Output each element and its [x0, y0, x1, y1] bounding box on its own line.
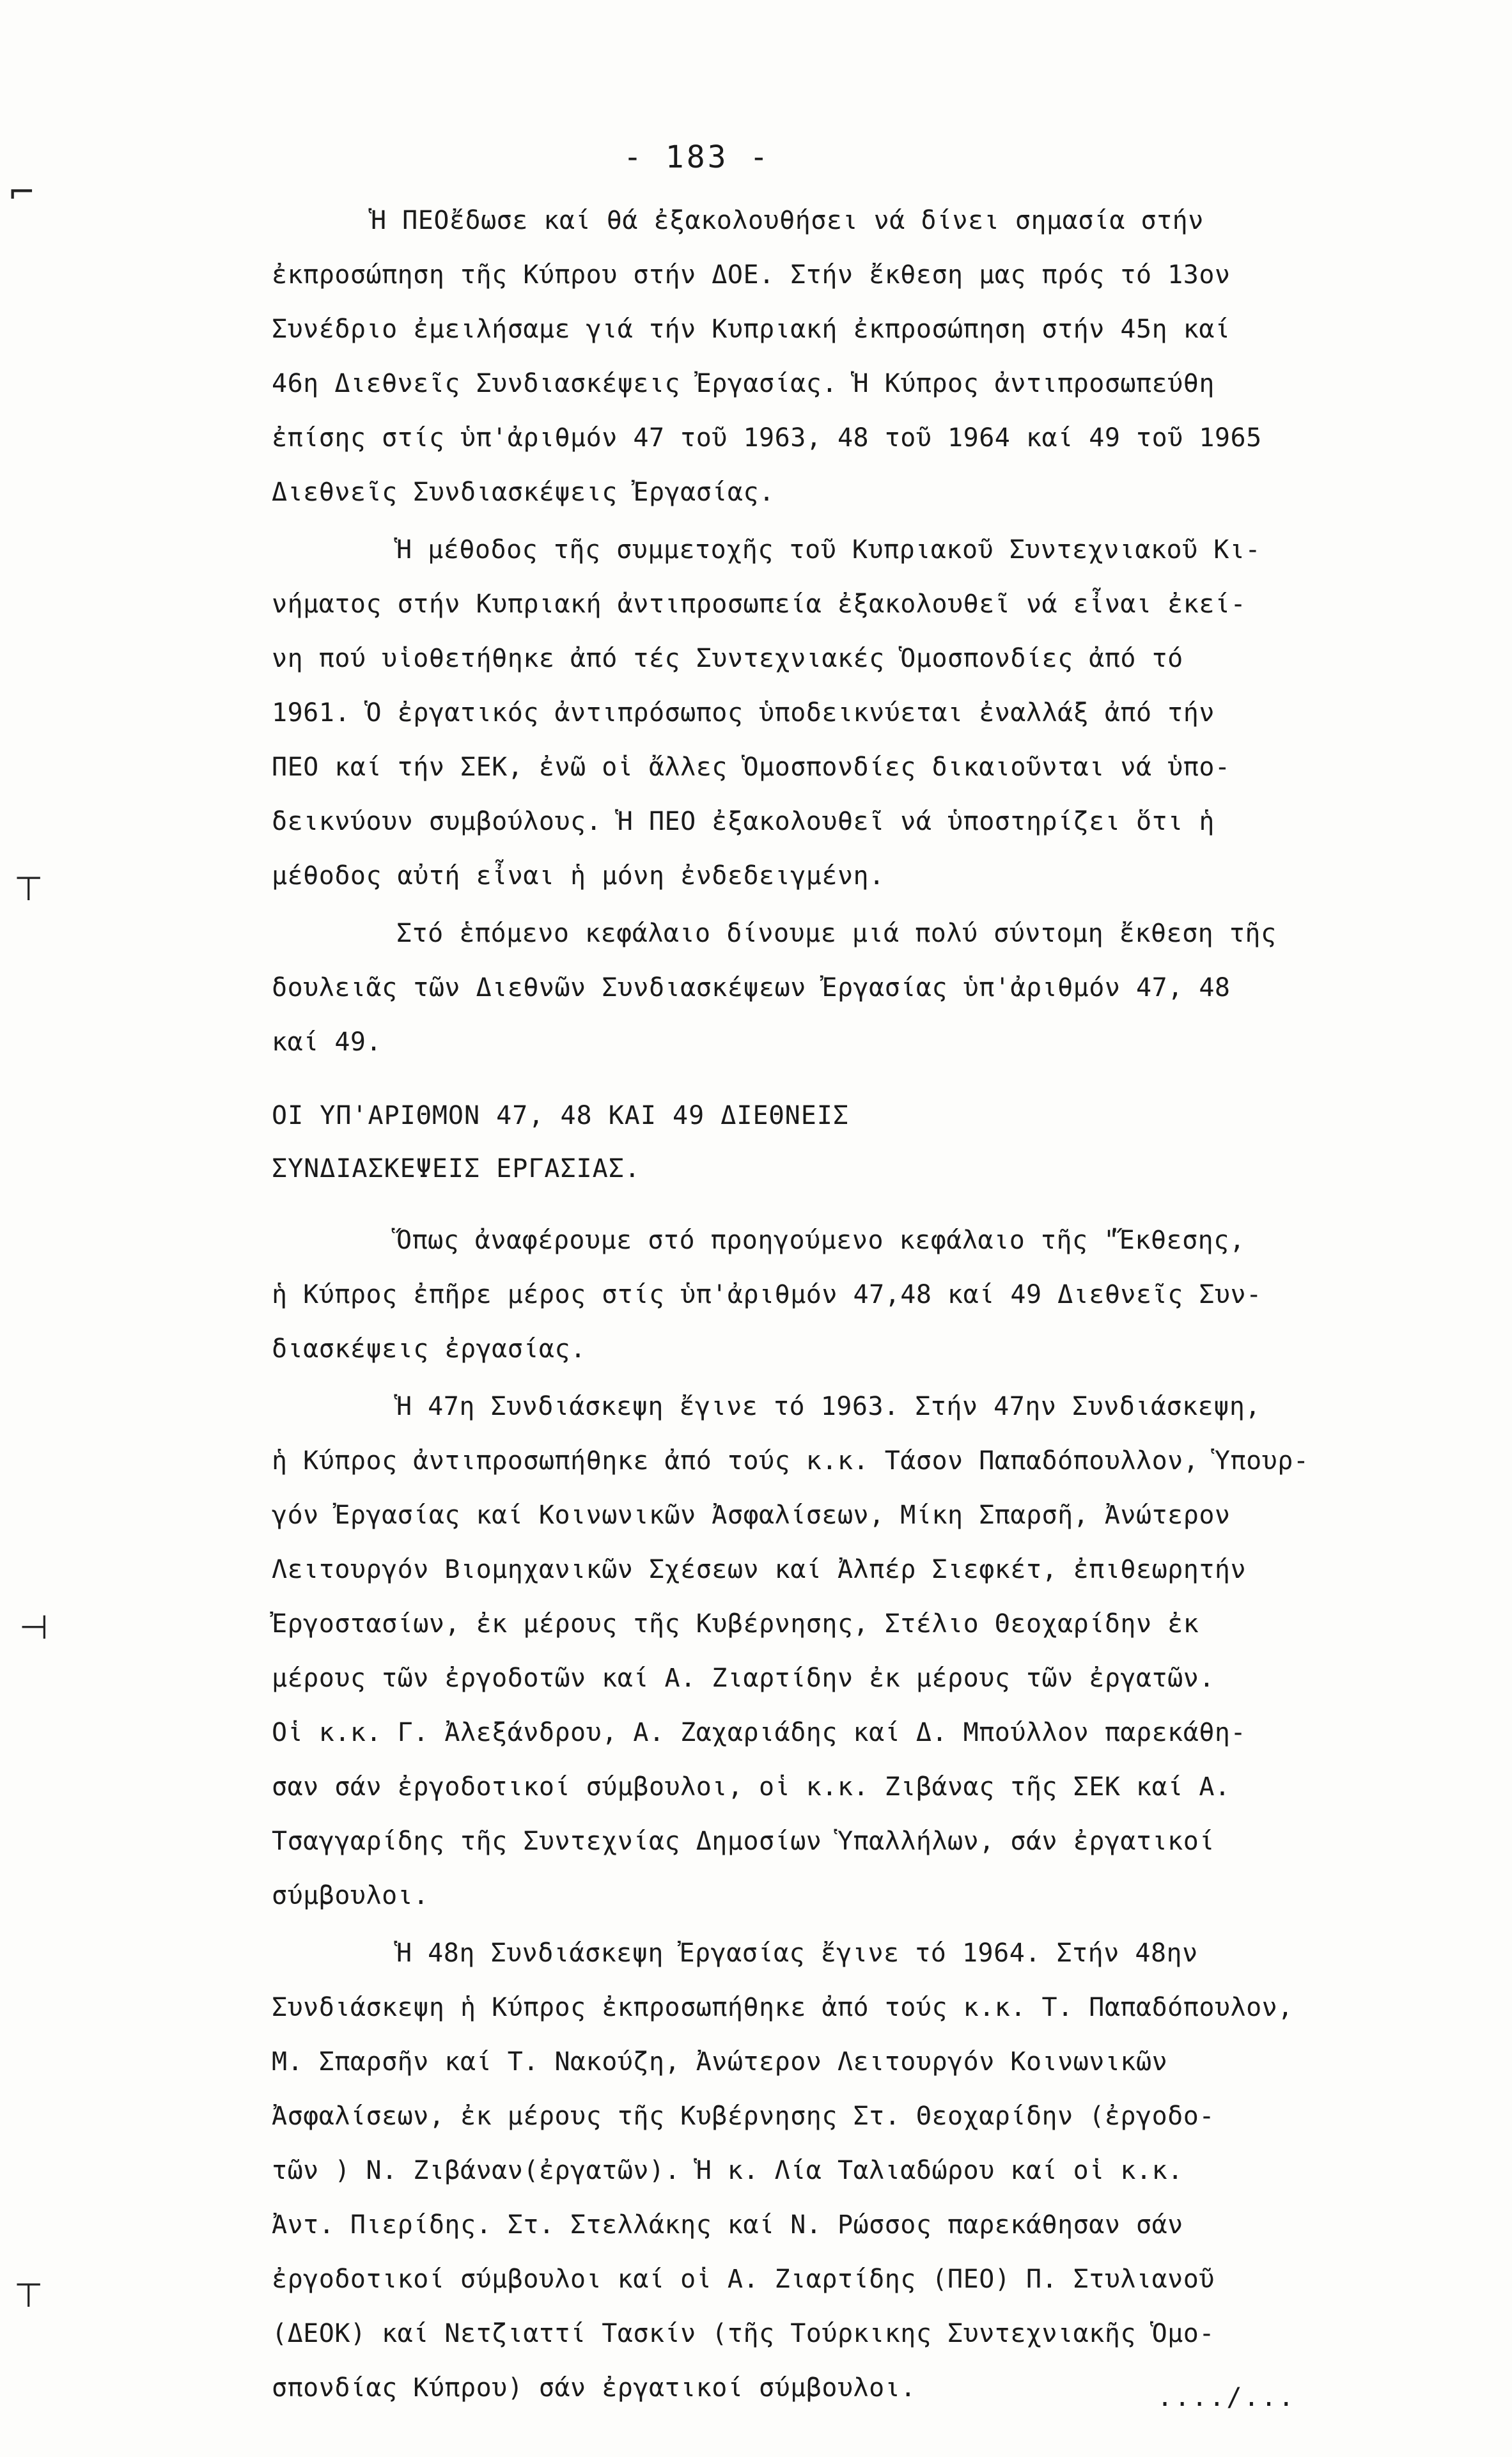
text-line: ἐπίσης στίς ὑπ'ἀριθμόν 47 τοῦ 1963, 48 τοῦ 1964 καί 49 τοῦ 1965 [272, 423, 1262, 453]
text-line: διασκέψεις ἐργασίας. [272, 1334, 586, 1364]
page-number: - 183 - [623, 139, 771, 175]
margin-mark-icon: ⊣ [19, 1609, 49, 1647]
text-line: Ὅπως ἀναφέρουμε στό προηγούμενο κεφάλαιο τῆς "Ἔκθεσης, [396, 1226, 1245, 1255]
text-line: μέθοδος αὐτή εἶναι ἡ μόνη ἐνδεδειγμένη. [272, 861, 885, 891]
text-line: μέρους τῶν ἐργοδοτῶν καί Α. Ζιαρτίδην ἐκ μέρους τῶν ἐργατῶν. [272, 1664, 1215, 1693]
text-line: Στό ἑπόμενο κεφάλαιο δίνουμε μιά πολύ σύντομη ἔκθεση τῆς [396, 919, 1277, 948]
text-line: Διεθνεῖς Συνδιασκέψεις Ἐργασίας. [272, 478, 775, 507]
text-line: σαν σάν ἐργοδοτικοί σύμβουλοι, οἱ κ.κ. Ζιβάνας τῆς ΣΕΚ καί Α. [272, 1772, 1231, 1802]
text-line: Συνέδριο ἐμειλήσαμε γιά τήν Κυπριακή ἐκπροσώπηση στήν 45η καί [272, 315, 1231, 344]
text-line: (ΔΕΟΚ) καί Νετζιαττί Τασκίν (τῆς Τούρκικης Συντεχνιακῆς Ὁμο- [272, 2319, 1215, 2348]
margin-mark-icon: ⊤ [14, 2277, 43, 2315]
text-line: Ἡ 47η Συνδιάσκεψη ἔγινε τό 1963. Στήν 47ην Συνδιάσκεψη, [396, 1392, 1261, 1421]
text-line: 46η Διεθνεῖς Συνδιασκέψεις Ἐργασίας. Ἡ Κύπρος ἀντιπροσωπεύθη [272, 369, 1215, 398]
text-line: γόν Ἐργασίας καί Κοινωνικῶν Ἀσφαλίσεων, Μίκη Σπαρσῆ, Ἀνώτερον [272, 1501, 1231, 1530]
section-heading: ΣΥΝΔΙΑΣΚΕΨΕΙΣ ΕΡΓΑΣΙΑΣ. [272, 1154, 641, 1183]
text-line: Συνδιάσκεψη ἡ Κύπρος ἐκπροσωπήθηκε ἀπό τούς κ.κ. Τ. Παπαδόπουλον, [272, 1993, 1293, 2022]
text-line: Οἱ κ.κ. Γ. Ἀλεξάνδρου, Α. Ζαχαριάδης καί Δ. Μπούλλον παρεκάθη- [272, 1718, 1247, 1747]
text-line: Ἐργοστασίων, ἐκ μέρους τῆς Κυβέρνησης, Στέλιο Θεοχαρίδην ἐκ [272, 1609, 1199, 1639]
text-line: νη πού υἱοθετήθηκε ἀπό τές Συντεχνιακές Ὁμοσπονδίες ἀπό τό [272, 644, 1183, 673]
text-line: Λειτουργόν Βιομηχανικῶν Σχέσεων καί Ἀλπέρ Σιεφκέτ, ἐπιθεωρητήν [272, 1555, 1247, 1584]
text-line: Ἡ ΠΕΟἔδωσε καί θά ἐξακολουθήσει νά δίνει σημασία στήν [371, 206, 1204, 235]
text-line: δουλειᾶς τῶν Διεθνῶν Συνδιασκέψεων Ἐργασίας ὑπ'ἀριθμόν 47, 48 [272, 973, 1231, 1002]
text-line: ἡ Κύπρος ἀντιπροσωπήθηκε ἀπό τούς κ.κ. Τάσον Παπαδόπουλλον, Ὑπουρ- [272, 1446, 1309, 1476]
text-line: 1961. Ὁ ἐργατικός ἀντιπρόσωπος ὑποδεικνύεται ἐναλλάξ ἀπό τήν [272, 698, 1215, 728]
text-line: Ἀσφαλίσεων, ἐκ μέρους τῆς Κυβέρνησης Στ. Θεοχαρίδην (ἐργοδο- [272, 2102, 1215, 2131]
text-line: σύμβουλοι. [272, 1881, 429, 1910]
text-line: Ἡ 48η Συνδιάσκεψη Ἐργασίας ἔγινε τό 1964. Στήν 48ην [396, 1938, 1198, 1968]
text-line: ἐργοδοτικοί σύμβουλοι καί οἱ Α. Ζιαρτίδης (ΠΕΟ) Π. Στυλιανοῦ [272, 2265, 1215, 2294]
margin-mark-icon: ⊤ [14, 870, 43, 909]
text-line: σπονδίας Κύπρου) σάν ἐργατικοί σύμβουλοι. [272, 2373, 916, 2403]
continuation-mark: ..../... [1157, 2383, 1296, 2412]
text-line: τῶν ) Ν. Ζιβάναν(ἐργατῶν). Ἡ κ. Λία Ταλιαδώρου καί οἱ κ.κ. [272, 2156, 1183, 2185]
section-heading: ΟΙ ΥΠ'ΑΡΙΘΜΟΝ 47, 48 ΚΑΙ 49 ΔΙΕΘΝΕΙΣ [272, 1101, 849, 1130]
text-line: Ἡ μέθοδος τῆς συμμετοχῆς τοῦ Κυπριακοῦ Συντεχνιακοῦ Κι- [396, 535, 1261, 565]
text-line: δεικνύουν συμβούλους. Ἡ ΠΕΟ ἐξακολουθεῖ νά ὑποστηρίζει ὅτι ἡ [272, 807, 1215, 836]
text-line: Μ. Σπαρσῆν καί Τ. Νακούζη, Ἀνώτερον Λειτουργόν Κοινωνικῶν [272, 2047, 1168, 2077]
text-line: Ἀντ. Πιερίδης. Στ. Στελλάκης καί Ν. Ρώσσος παρεκάθησαν σάν [272, 2210, 1183, 2240]
text-line: ἡ Κύπρος ἐπῆρε μέρος στίς ὑπ'ἀριθμόν 47,48 καί 49 Διεθνεῖς Συν- [272, 1280, 1262, 1309]
text-line: ΠΕΟ καί τήν ΣΕΚ, ἐνῶ οἱ ἄλλες Ὁμοσπονδίες δικαιοῦνται νά ὑπο- [272, 753, 1231, 782]
text-line: καί 49. [272, 1027, 382, 1057]
text-line: Τσαγγαρίδης τῆς Συντεχνίας Δημοσίων Ὑπαλλήλων, σάν ἐργατικοί [272, 1827, 1215, 1856]
text-line: ἐκπροσώπηση τῆς Κύπρου στήν ΔΟΕ. Στήν ἔκθεση μας πρός τό 13ον [272, 260, 1231, 290]
margin-mark-icon: ⌐ [8, 173, 36, 212]
text-line: νήματος στήν Κυπριακή ἀντιπροσωπεία ἐξακολουθεῖ νά εἶναι ἐκεί- [272, 589, 1247, 619]
